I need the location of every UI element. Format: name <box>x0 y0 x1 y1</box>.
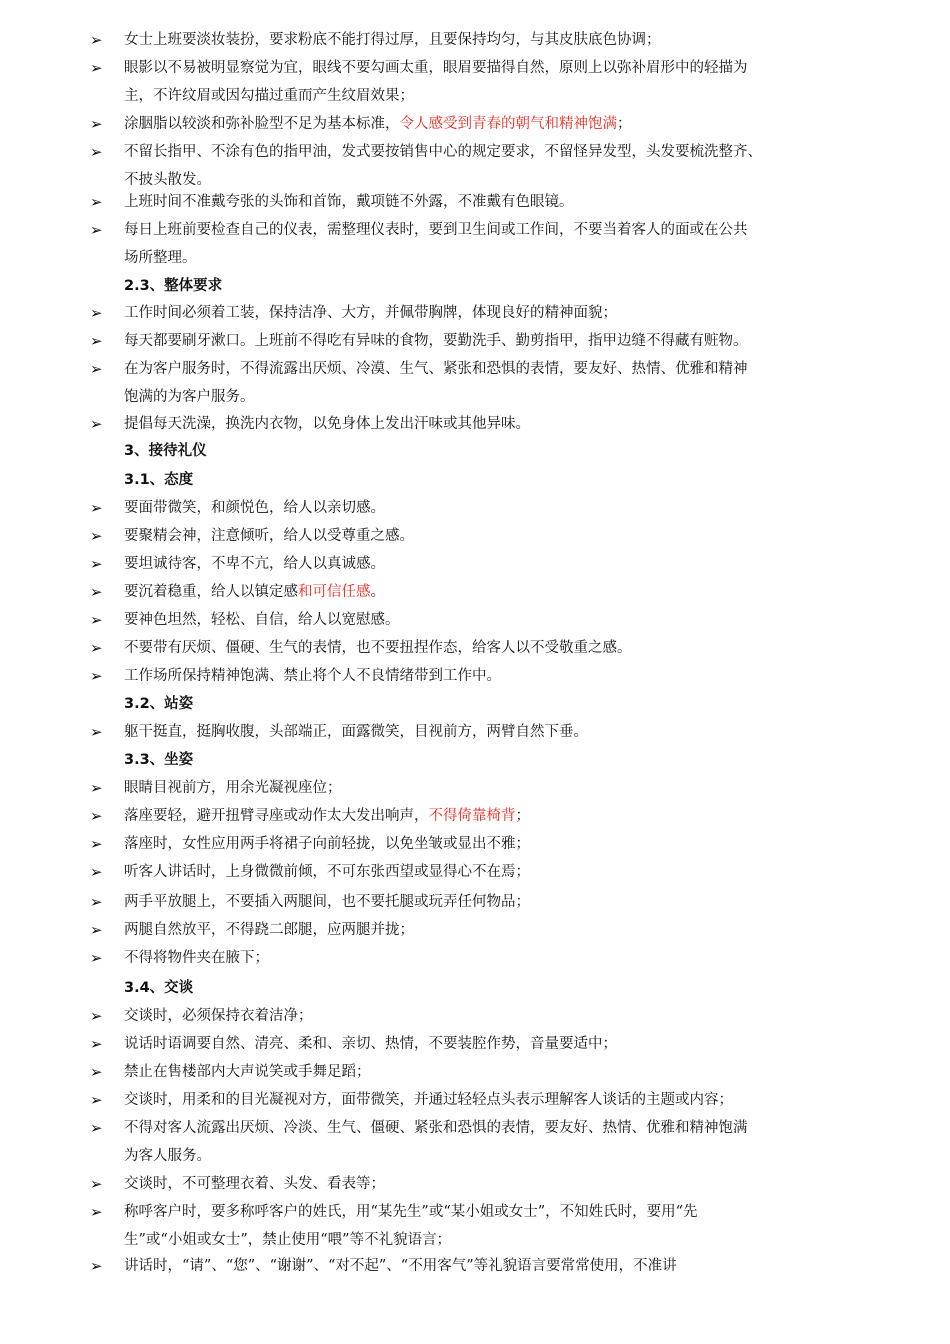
item-text <box>124 300 874 326</box>
heading-text <box>124 467 193 493</box>
text-run: 女士上班要淡妆装扮，要求粉底不能打得过厚，且要保持均匀，与其皮肤底色协调； <box>124 32 661 48</box>
item-text <box>124 551 874 577</box>
text-run: 涂胭脂以较淡和弥补脸型不足为基本标准， <box>124 116 400 132</box>
text-run: 每日上班前要检查自己的仪表，需整理仪表时，要到卫生间或工作间，不要当着客人的面或在公共 <box>124 222 748 238</box>
item-text <box>124 1031 874 1057</box>
text-run: 要坦诚待客，不卑不亢，给人以真诚感。 <box>124 556 385 572</box>
text-run: 提倡每天洗澡，换洗内衣物，以免身体上发出汗味或其他异味。 <box>124 416 530 432</box>
text-run: 。 <box>370 584 385 600</box>
text-run: 眼睛目视前方，用余光凝视座位； <box>124 780 342 796</box>
highlighted-text: 不得倚靠椅背 <box>428 808 516 824</box>
bullet-arrow-icon: ➢ <box>90 807 103 825</box>
item-text <box>124 189 874 215</box>
item-text <box>124 245 874 271</box>
text-run: 要聚精会神，注意倾听，给人以受尊重之感。 <box>124 528 414 544</box>
bullet-arrow-icon: ➢ <box>90 1091 103 1109</box>
bullet-arrow-icon: ➢ <box>90 949 103 967</box>
text-run: 在为客户服务时，不得流露出厌烦、冷漠、生气、紧张和恐惧的表情，要友好、热情、优雅和精神 <box>124 361 748 377</box>
bullet-arrow-icon: ➢ <box>90 835 103 853</box>
text-run: 饱满的为客户服务。 <box>124 389 255 405</box>
heading-text <box>124 438 207 464</box>
bullet-arrow-icon: ➢ <box>90 221 103 239</box>
item-text <box>124 803 874 829</box>
item-text <box>124 27 874 53</box>
item-text <box>124 1115 874 1141</box>
text-run: 两腿自然放平，不得跷二郎腿，应两腿并拢； <box>124 922 414 938</box>
text-run: 主，不许纹眉或因勾描过重而产生纹眉效果； <box>124 88 414 104</box>
item-text <box>124 635 874 661</box>
text-run: 生”或“小姐或女士”，禁止使用“喂”等不礼貌语言； <box>124 1232 452 1248</box>
item-text <box>124 775 874 801</box>
text-run: 不留长指甲、不涂有色的指甲油，发式要按销售中心的规定要求，不留怪异发型，头发要梳洗整齐、 <box>124 144 762 160</box>
item-text <box>124 111 874 137</box>
item-text <box>124 719 874 745</box>
item-text <box>124 384 874 410</box>
text-run: 听客人讲话时，上身微微前倾，不可东张西望或显得心不在焉； <box>124 864 530 880</box>
text-run: 3、接待礼仪 <box>124 443 207 459</box>
item-text <box>124 1059 874 1085</box>
bullet-arrow-icon: ➢ <box>90 779 103 797</box>
item-text <box>124 1253 874 1279</box>
item-text <box>124 356 874 382</box>
heading-text <box>124 747 193 773</box>
item-text <box>124 579 874 605</box>
text-run: 不要带有厌烦、僵硬、生气的表情，也不要扭捏作态，给客人以不受敬重之感。 <box>124 640 632 656</box>
bullet-arrow-icon: ➢ <box>90 499 103 517</box>
item-text <box>124 1171 874 1197</box>
highlighted-text: 令人感受到青春的朝气和精神饱满 <box>399 116 617 132</box>
bullet-arrow-icon: ➢ <box>90 863 103 881</box>
text-run: 工作时间必须着工装，保持洁净、大方，并佩带胸牌，体现良好的精神面貌； <box>124 305 617 321</box>
text-run: 上班时间不准戴夸张的头饰和首饰，戴项链不外露，不准戴有色眼镜。 <box>124 194 574 210</box>
text-run: 交谈时，不可整理衣着、头发、看表等； <box>124 1176 385 1192</box>
text-run: 交谈时，必须保持衣着洁净； <box>124 1008 313 1024</box>
text-run: 两手平放腿上，不要插入两腿间，也不要托腿或玩弄任何物品； <box>124 894 530 910</box>
item-text <box>124 889 874 915</box>
item-text <box>124 411 874 437</box>
bullet-arrow-icon: ➢ <box>90 667 103 685</box>
bullet-arrow-icon: ➢ <box>90 1203 103 1221</box>
bullet-arrow-icon: ➢ <box>90 723 103 741</box>
highlighted-text: 和可信任感 <box>298 584 371 600</box>
item-text <box>124 1003 874 1029</box>
bullet-arrow-icon: ➢ <box>90 1063 103 1081</box>
text-run: 3.2、站姿 <box>124 696 194 712</box>
text-run: 说话时语调要自然、清亮、柔和、亲切、热情，不要装腔作势，音量要适中； <box>124 1036 617 1052</box>
bullet-arrow-icon: ➢ <box>90 31 103 49</box>
item-text <box>124 945 874 971</box>
text-run: 落座时，女性应用两手将裙子向前轻拢，以免坐皱或显出不雅； <box>124 836 530 852</box>
bullet-arrow-icon: ➢ <box>90 1119 103 1137</box>
item-text <box>124 139 874 165</box>
text-run: 为客人服务。 <box>124 1148 211 1164</box>
text-run: 每天都要刷牙漱口。上班前不得吃有异味的食物，要勤洗手、勤剪指甲，指甲边缝不得藏有赃物。 <box>124 333 748 349</box>
bullet-arrow-icon: ➢ <box>90 583 103 601</box>
text-run: 3.1、态度 <box>124 472 194 488</box>
text-run: 不得对客人流露出厌烦、冷淡、生气、僵硬、紧张和恐惧的表情，要友好、热情、优雅和精神饱满 <box>124 1120 748 1136</box>
heading-text <box>124 691 193 717</box>
text-run: ； <box>617 116 632 132</box>
bullet-arrow-icon: ➢ <box>90 332 103 350</box>
item-text <box>124 1227 874 1253</box>
heading-text <box>124 975 193 1001</box>
text-run: 3.4、交谈 <box>124 980 194 996</box>
bullet-arrow-icon: ➢ <box>90 1257 103 1275</box>
bullet-arrow-icon: ➢ <box>90 1035 103 1053</box>
bullet-arrow-icon: ➢ <box>90 115 103 133</box>
bullet-arrow-icon: ➢ <box>90 193 103 211</box>
item-text <box>124 663 874 689</box>
bullet-arrow-icon: ➢ <box>90 415 103 433</box>
text-run: 不披头散发。 <box>124 172 211 188</box>
bullet-arrow-icon: ➢ <box>90 555 103 573</box>
bullet-arrow-icon: ➢ <box>90 304 103 322</box>
item-text <box>124 55 874 81</box>
item-text <box>124 217 874 243</box>
text-run: 3.3、坐姿 <box>124 752 194 768</box>
item-text <box>124 83 874 109</box>
bullet-arrow-icon: ➢ <box>90 1175 103 1193</box>
bullet-arrow-icon: ➢ <box>90 1007 103 1025</box>
text-run: 不得将物件夹在腋下； <box>124 950 269 966</box>
text-run: 2.3、整体要求 <box>124 278 223 294</box>
item-text <box>124 859 874 885</box>
bullet-arrow-icon: ➢ <box>90 893 103 911</box>
text-run: 交谈时，用柔和的目光凝视对方，面带微笑，并通过轻轻点头表示理解客人谈话的主题或内容； <box>124 1092 733 1108</box>
bullet-arrow-icon: ➢ <box>90 921 103 939</box>
bullet-arrow-icon: ➢ <box>90 360 103 378</box>
item-text <box>124 523 874 549</box>
item-text <box>124 607 874 633</box>
bullet-arrow-icon: ➢ <box>90 639 103 657</box>
heading-text <box>124 273 222 299</box>
text-run: 要沉着稳重，给人以镇定感 <box>124 584 298 600</box>
text-run: 要面带微笑，和颜悦色，给人以亲切感。 <box>124 500 385 516</box>
text-run: 眼影以不易被明显察觉为宜，眼线不要勾画太重，眼眉要描得自然，原则上以弥补眉形中的轻描为 <box>124 60 748 76</box>
item-text <box>124 831 874 857</box>
item-text <box>124 917 874 943</box>
text-run: ； <box>515 808 530 824</box>
item-text <box>124 328 874 354</box>
bullet-arrow-icon: ➢ <box>90 611 103 629</box>
text-run: 躯干挺直，挺胸收腹，头部端正，面露微笑，目视前方，两臂自然下垂。 <box>124 724 588 740</box>
text-run: 落座要轻，避开扭臂寻座或动作太大发出响声， <box>124 808 429 824</box>
item-text <box>124 1087 874 1113</box>
item-text <box>124 1199 874 1225</box>
text-run: 禁止在售楼部内大声说笑或手舞足蹈； <box>124 1064 371 1080</box>
text-run: 称呼客户时，要多称呼客户的姓氏，用“某先生”或“某小姐或女士”，不知姓氏时，要用“先 <box>124 1204 698 1220</box>
item-text <box>124 1143 874 1169</box>
text-run: 工作场所保持精神饱满、禁止将个人不良情绪带到工作中。 <box>124 668 501 684</box>
bullet-arrow-icon: ➢ <box>90 527 103 545</box>
bullet-arrow-icon: ➢ <box>90 59 103 77</box>
text-run: 要神色坦然，轻松、自信，给人以宽慰感。 <box>124 612 400 628</box>
text-run: 场所整理。 <box>124 250 197 266</box>
bullet-arrow-icon: ➢ <box>90 143 103 161</box>
text-run: 讲话时，“请”、“您”、“谢谢”、“对不起”、“不用客气”等礼貌语言要常常使用，不准讲 <box>124 1258 677 1274</box>
item-text <box>124 495 874 521</box>
